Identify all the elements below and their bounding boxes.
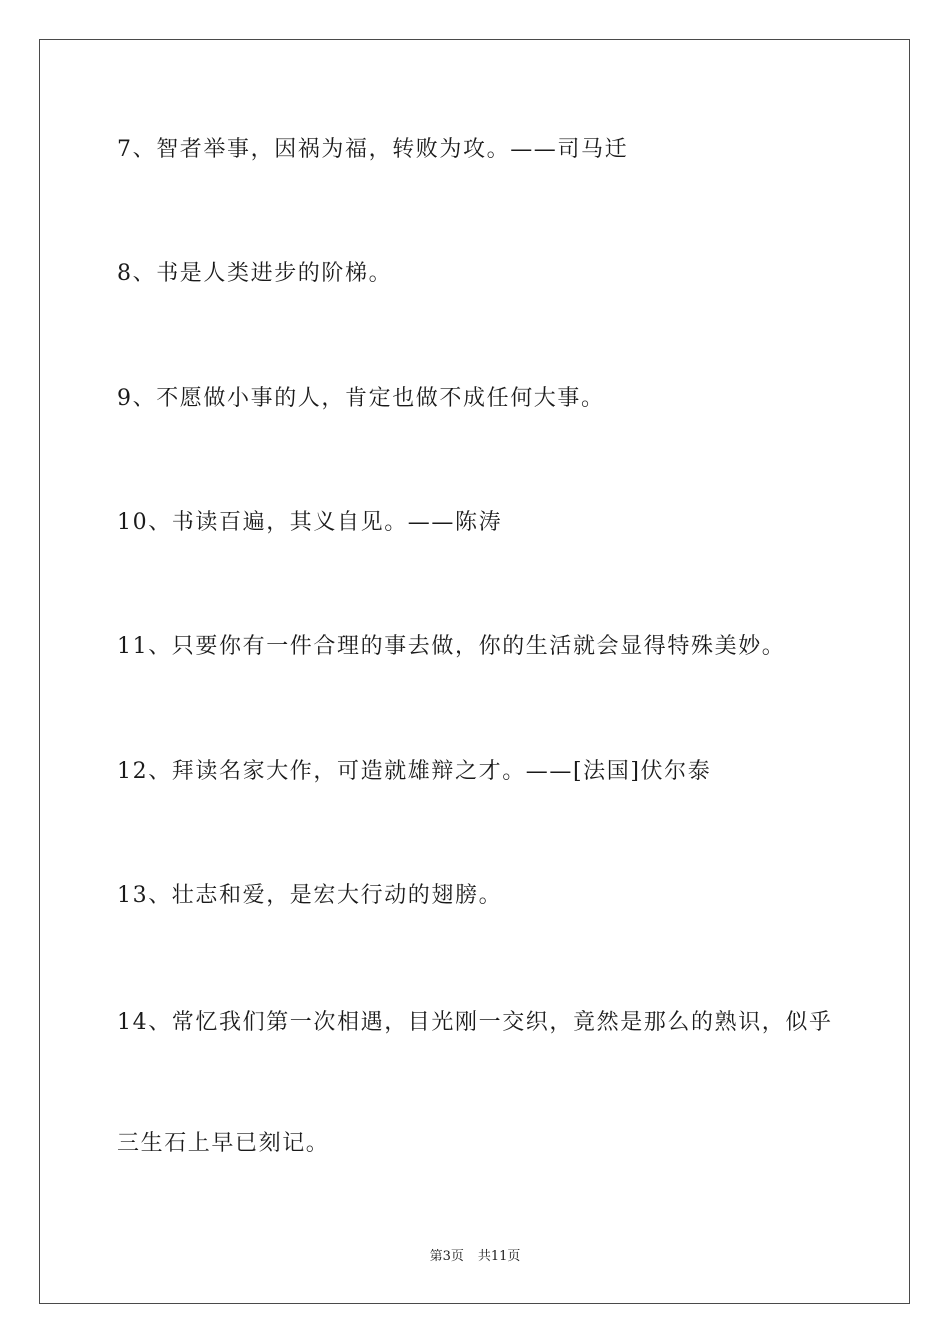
quote-line-8: 8、书是人类进步的阶梯。: [117, 261, 393, 286]
total-pages: 共11页: [477, 1249, 521, 1264]
quote-line-12: 12、拜读名家大作，可造就雄辩之才。——[法国]伏尔泰: [117, 759, 712, 784]
current-page-number: 第3页: [429, 1249, 464, 1264]
quote-line-7: 7、智者举事，因祸为福，转败为攻。——司马迁: [117, 137, 629, 162]
quote-line-14: 14、常忆我们第一次相遇，目光刚一交织，竟然是那么的熟识，似乎: [117, 1010, 833, 1035]
page-border: [39, 39, 910, 1304]
quote-line-9: 9、不愿做小事的人，肯定也做不成任何大事。: [117, 386, 605, 411]
quote-line-14-continued: 三生石上早已刻记。: [117, 1131, 330, 1156]
quote-line-10: 10、书读百遍，其义自见。——陈涛: [117, 510, 503, 535]
quote-line-11: 11、只要你有一件合理的事去做，你的生活就会显得特殊美妙。: [117, 634, 786, 659]
page-footer: [0, 1248, 950, 1266]
quote-line-13: 13、壮志和爱，是宏大行动的翅膀。: [117, 883, 503, 908]
